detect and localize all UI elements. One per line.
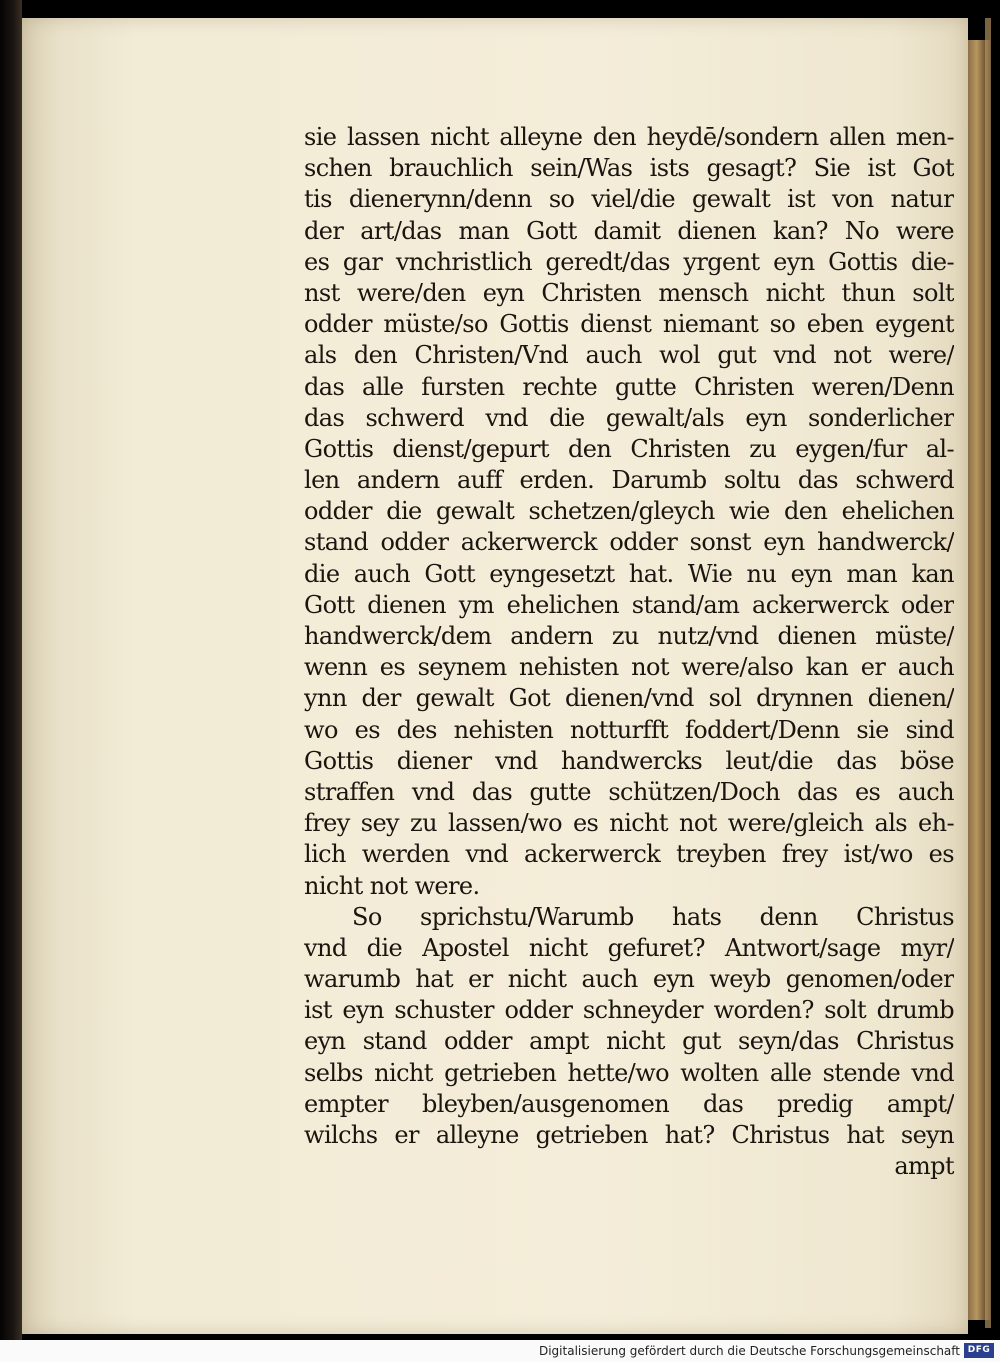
page-edge-highlight <box>985 18 991 1328</box>
dfg-logo: DFG <box>964 1343 994 1358</box>
text-line: ist eyn schuster odder schneyder worden? solt drumb <box>304 996 954 1025</box>
text-line: tis dienerynn/denn so viel/die gewalt ist von natur <box>304 185 954 214</box>
text-line: sie lassen nicht alleyne den heydē/sondern allen men- <box>304 123 954 151</box>
text-line: empter bleyben/ausgenomen das predig ampt/ <box>304 1089 954 1118</box>
text-line: das schwerd vnd die gewalt/als eyn sonderlicher <box>304 403 954 432</box>
text-line: eyn stand odder ampt nicht gut seyn/das Christus <box>304 1027 954 1056</box>
text-block <box>304 122 954 1182</box>
book-spine-shadow <box>0 0 22 1362</box>
paragraph-start-line: So sprichstu/Warumb hats denn Christus <box>352 902 954 931</box>
text-line: Gottis diener vnd handwercks leut/die das böse <box>304 746 954 775</box>
text-line: die auch Gott eyngesetzt hat. Wie nu eyn man kan <box>304 559 954 588</box>
text-line: es gar vnchristlich geredt/das yrgent eyn Gottis die- <box>304 247 954 276</box>
text-line: odder müste/so Gottis dienst niemant so eben eygent <box>304 310 954 339</box>
text-line: Gottis dienst/gepurt den Christen zu eygen/fur al- <box>304 434 954 463</box>
text-line: Gott dienen ym ehelichen stand/am ackerwerck oder <box>304 590 954 619</box>
text-line: nst were/den eyn Christen mensch nicht thun solt <box>304 278 954 307</box>
text-line: der art/das man Gott damit dienen kan? No were <box>304 216 954 245</box>
text-line: straffen vnd das gutte schützen/Doch das es auch <box>304 777 954 806</box>
text-line: das alle fursten rechte gutte Christen weren/Denn <box>304 372 954 401</box>
text-line: warumb hat er nicht auch eyn weyb genomen/oder <box>304 965 954 994</box>
text-line: vnd die Apostel nicht gefuret? Antwort/sage myr/ <box>304 933 954 962</box>
text-line: ynn der gewalt Got dienen/vnd sol drynnen dienen/ <box>304 684 954 713</box>
text-line: als den Christen/Vnd auch wol gut vnd not were/ <box>304 341 954 370</box>
text-line: stand odder ackerwerck odder sonst eyn handwerck/ <box>304 528 954 557</box>
text-line: wenn es seynem nehisten not were/also kan er auch <box>304 653 954 682</box>
text-line: len andern auff erden. Darumb soltu das schwerd <box>304 466 954 495</box>
footer-credit: Digitalisierung gefördert durch die Deutsche Forschungsgemeinschaft <box>538 1344 960 1358</box>
catchword: ampt <box>894 1152 954 1181</box>
text-line: wilchs er alleyne getrieben hat? Christus hat seyn <box>304 1121 954 1149</box>
text-line: schen brauchlich sein/Was ists gesagt? Sie ist Got <box>304 154 954 183</box>
text-line: wo es des nehisten notturfft foddert/Denn sie sind <box>304 715 954 744</box>
text-line: frey sey zu lassen/wo es nicht not were/gleich als eh- <box>304 809 954 838</box>
text-line: selbs nicht getrieben hette/wo wolten alle stende vnd <box>304 1058 954 1087</box>
paragraph-end-line: nicht not were. <box>304 871 480 900</box>
footer-bar <box>0 1340 1000 1362</box>
text-line: handwerck/dem andern zu nutz/vnd dienen müste/ <box>304 622 954 650</box>
text-line: odder die gewalt schetzen/gleych wie den ehelichen <box>304 497 954 526</box>
text-line: lich werden vnd ackerwerck treyben frey ist/wo es <box>304 840 954 869</box>
